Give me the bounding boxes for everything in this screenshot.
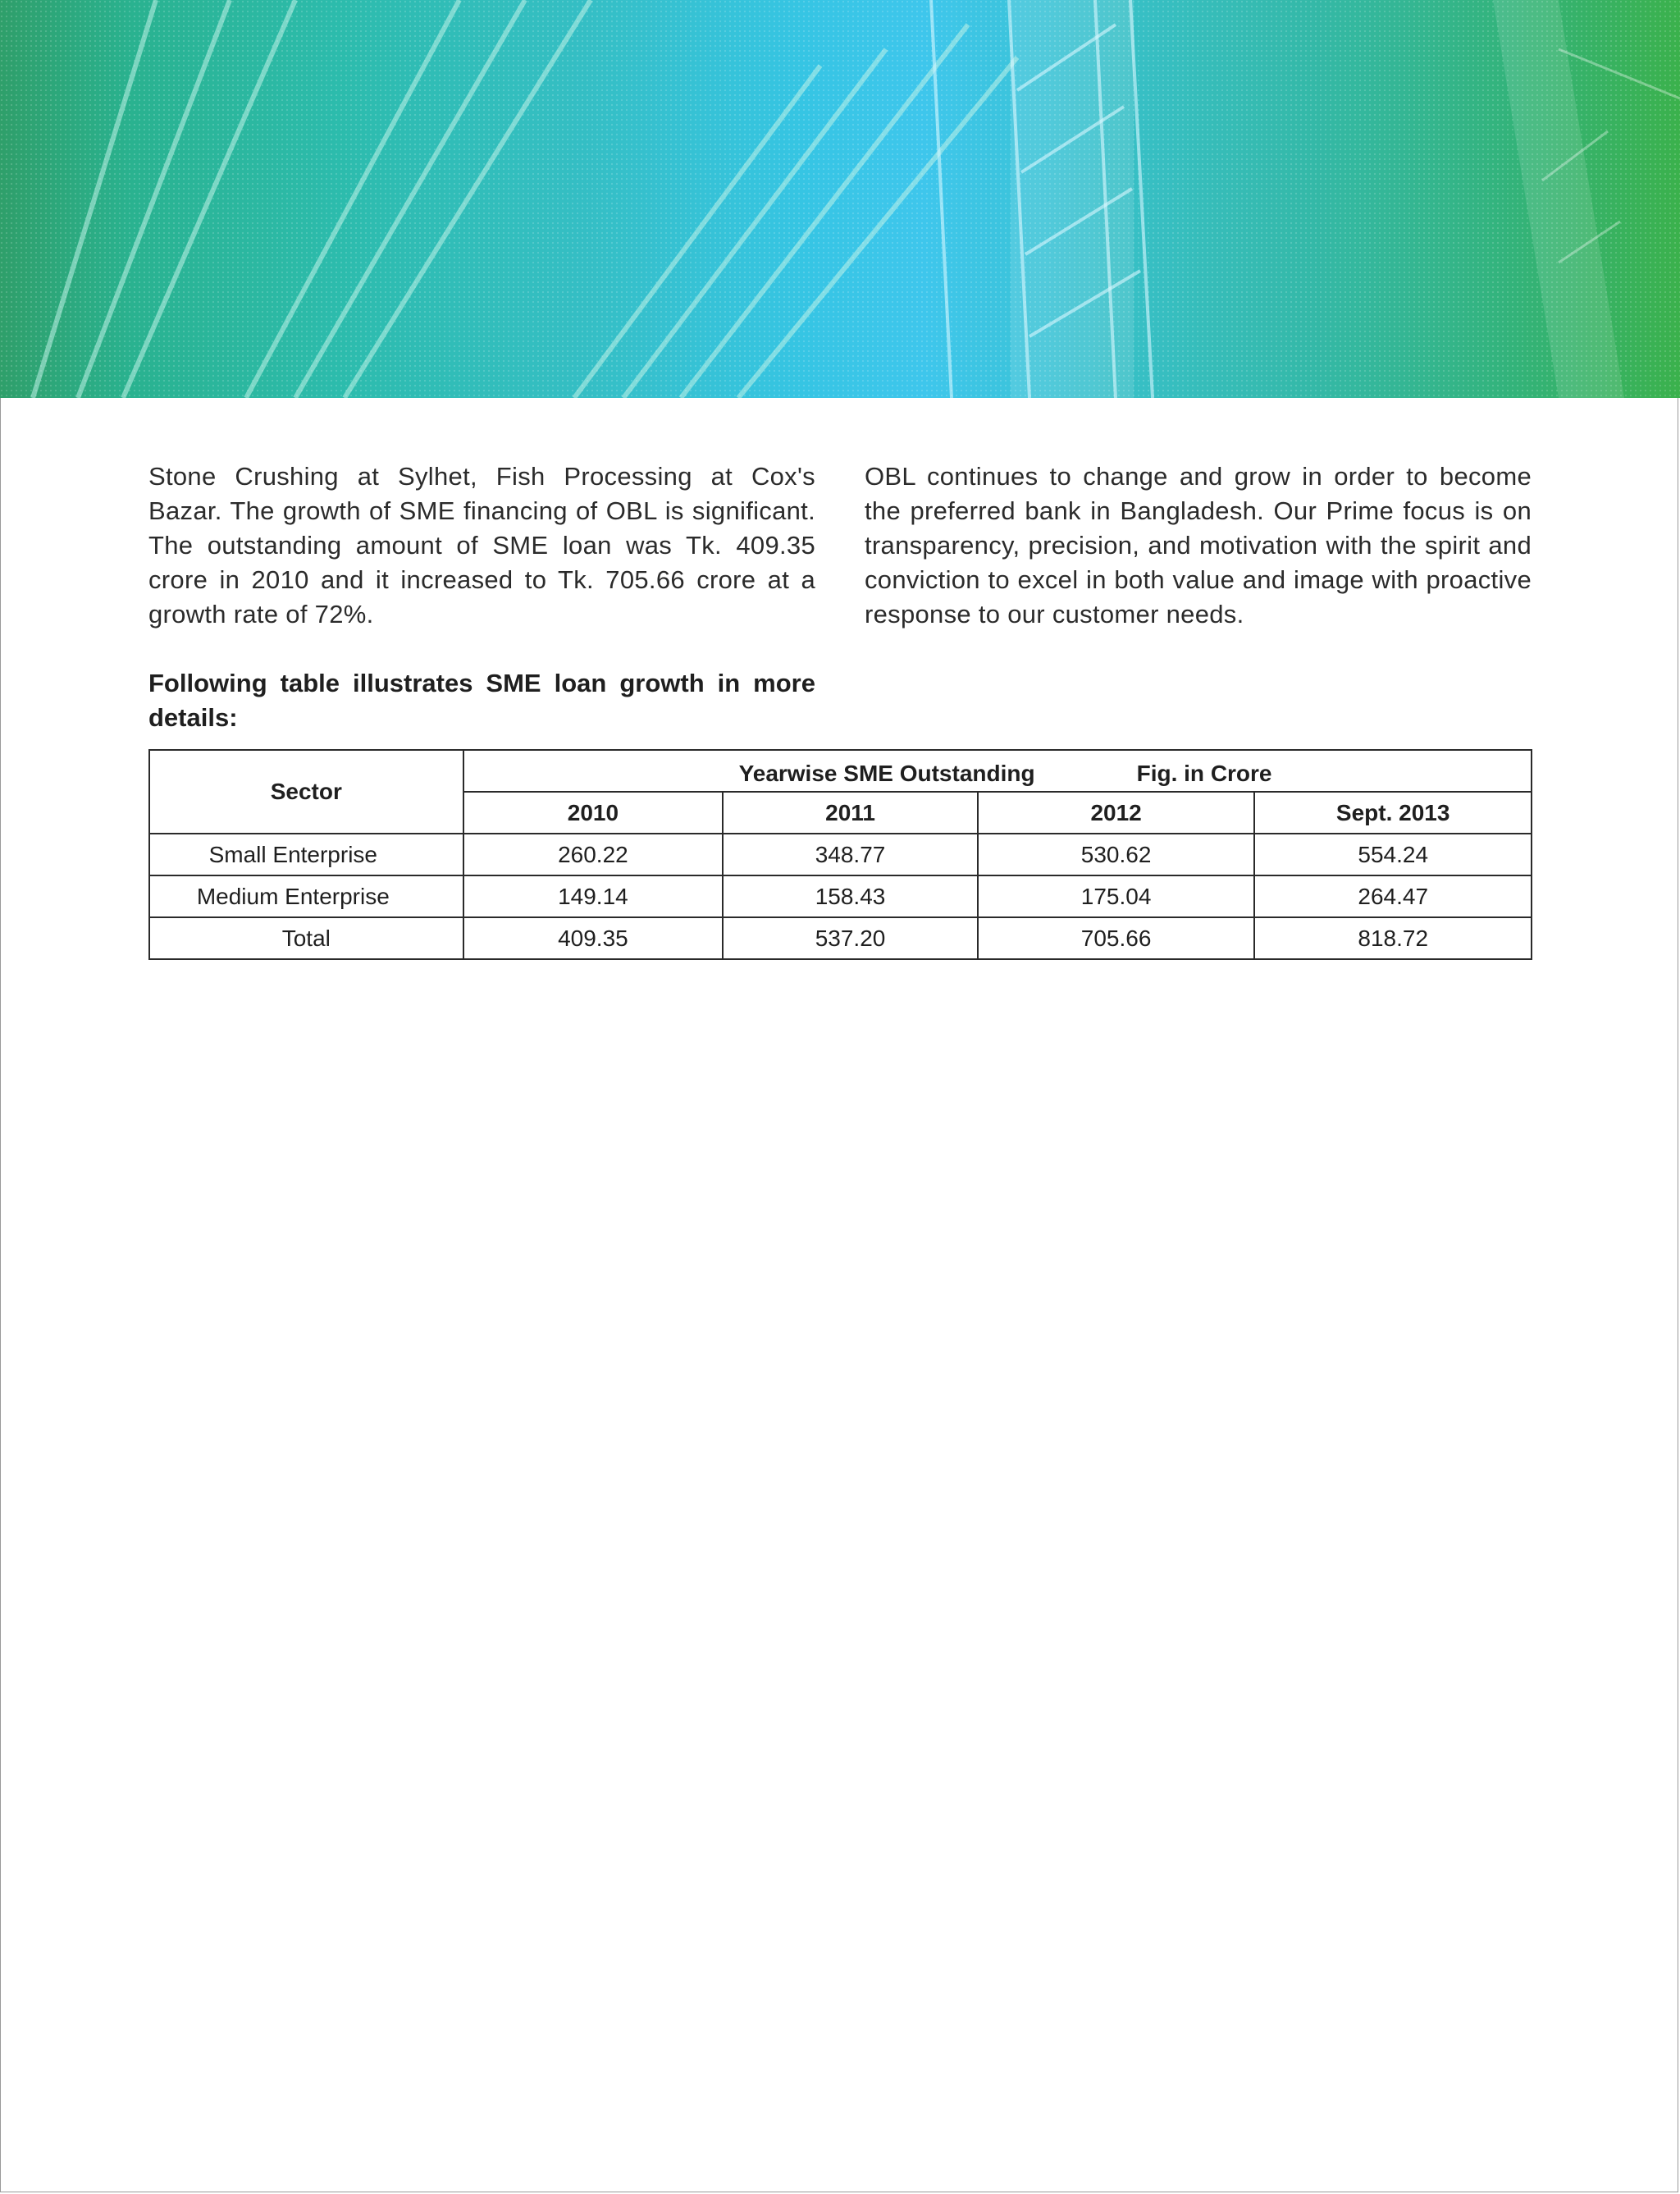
value-cell: 554.24 <box>1254 834 1532 875</box>
table-header-row <box>149 750 1532 792</box>
glass-building-graphic <box>0 0 1680 398</box>
table-row <box>149 834 1532 875</box>
table-row-total <box>149 917 1532 959</box>
value-cell: 348.77 <box>723 834 978 875</box>
value-cell: 409.35 <box>463 917 724 959</box>
year-header: 2011 <box>723 792 978 834</box>
year-header: 2012 <box>978 792 1255 834</box>
sector-cell: Medium Enterprise <box>149 875 463 917</box>
year-header: Sept. 2013 <box>1254 792 1532 834</box>
header-banner-image <box>0 0 1680 398</box>
sme-loan-table <box>148 749 1532 960</box>
value-cell: 705.66 <box>978 917 1255 959</box>
value-cell: 158.43 <box>723 875 978 917</box>
table-row <box>149 875 1532 917</box>
sector-header: Sector <box>149 750 463 834</box>
table-heading: Following table illustrates SME loan growth in more details: <box>148 669 815 732</box>
value-cell: 537.20 <box>723 917 978 959</box>
right-column-paragraph: OBL continues to change and grow in order to become the preferred bank in Bangladesh. Our Prime focus is on transparency, precision, and motivation with the spirit and conviction to excel in both value and image with proactive response to our customer needs. <box>865 462 1532 628</box>
sector-cell: Small Enterprise <box>149 834 463 875</box>
yearwise-header: Yearwise SME Outstanding <box>738 761 1035 786</box>
yearwise-header-cell <box>463 750 1532 792</box>
year-header: 2010 <box>463 792 724 834</box>
value-cell: 175.04 <box>978 875 1255 917</box>
unit-note: Fig. in Crore <box>1136 761 1272 786</box>
value-cell: 264.47 <box>1254 875 1532 917</box>
sector-cell: Total <box>149 917 463 959</box>
value-cell: 260.22 <box>463 834 724 875</box>
value-cell: 530.62 <box>978 834 1255 875</box>
value-cell: 818.72 <box>1254 917 1532 959</box>
value-cell: 149.14 <box>463 875 724 917</box>
left-column-paragraph: Stone Crushing at Sylhet, Fish Processing at Cox's Bazar. The growth of SME financing of OBL is significant. The outstanding amount of SME loan was Tk. 409.35 crore in 2010 and it increased to Tk. 705.66 crore at a growth rate of 72%. <box>148 462 815 628</box>
